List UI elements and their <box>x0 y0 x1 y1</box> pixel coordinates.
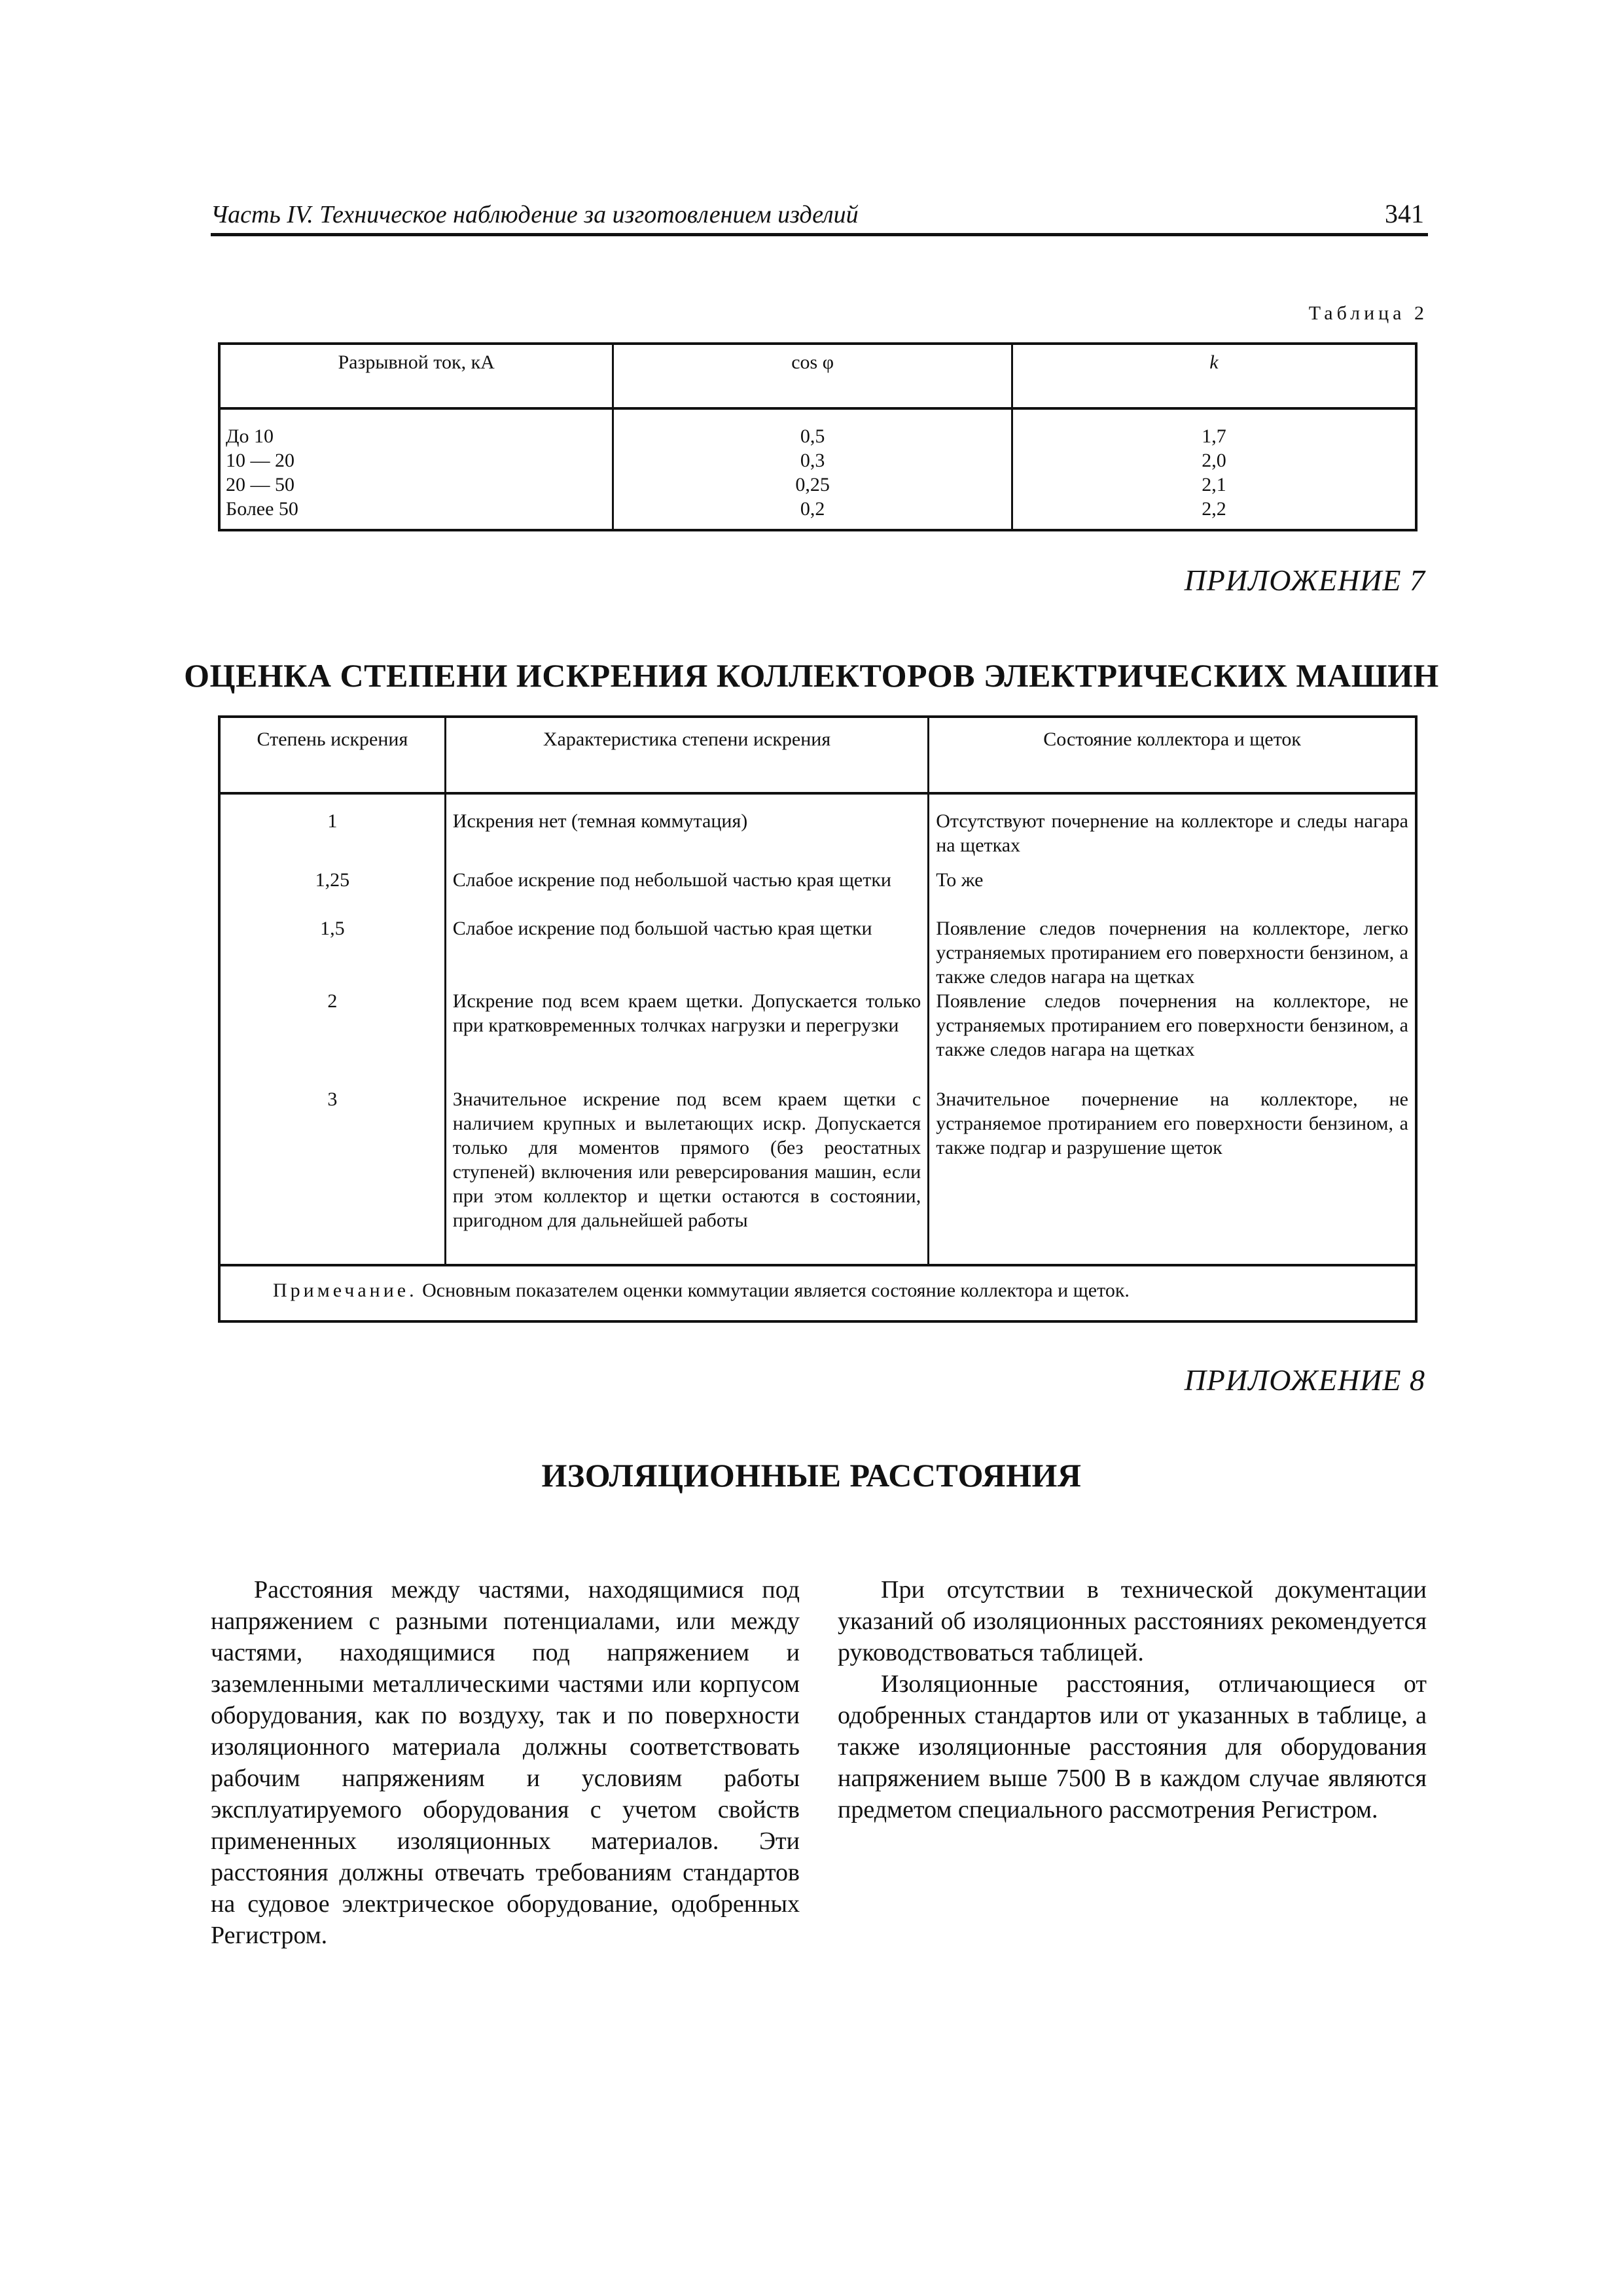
cell-line: 2,0 <box>1202 450 1226 471</box>
column-header: cos φ <box>613 344 1012 408</box>
table-header-row <box>219 717 1416 793</box>
table-cell <box>613 408 1012 530</box>
table-cell: 1,5 <box>320 918 345 939</box>
cell-line: 10 — 20 <box>226 450 294 471</box>
cell-line: Более 50 <box>226 498 298 520</box>
appendix-label: ПРИЛОЖЕНИЕ 7 <box>1184 564 1425 597</box>
table-cell: 1 <box>327 810 338 832</box>
table-note <box>219 1265 1416 1321</box>
column-header: Степень искрения <box>219 717 445 793</box>
paragraph: Изоляционные расстояния, отличающиеся от одобренных стандартов или от указанных в таблице, а также изоляционные расстояния для оборудования напряжением выше 7500 В в каждом случае являются предметом специального рассмотрения Регистром. <box>838 1670 1427 1823</box>
cell-line: 0,25 <box>795 474 830 495</box>
table-cell: Слабое искрение под небольшой частью края щетки <box>445 868 928 916</box>
table-row <box>219 868 1416 916</box>
text-column-left <box>211 1574 800 1951</box>
table-header-row <box>219 344 1416 408</box>
running-header <box>211 196 1428 236</box>
table-row <box>219 989 1416 1087</box>
column-header: Характеристика степени искрения <box>445 717 928 793</box>
table-cell: Искрение под всем краем щетки. Допускается только при кратковременных толчках нагрузки и перегрузки <box>445 989 928 1087</box>
cell-line: До 10 <box>226 425 274 447</box>
cell-line: 20 — 50 <box>226 474 294 495</box>
text-column-right <box>838 1574 1427 1825</box>
paragraph: При отсутствии в технической документации указаний об изоляционных расстояниях рекомендуется руководствоваться таблицей. <box>838 1576 1427 1666</box>
table-note-row <box>219 1265 1416 1321</box>
cell-line: 0,5 <box>800 425 825 447</box>
table-cell <box>1012 408 1416 530</box>
breaking-current-table <box>218 342 1418 531</box>
column-header: Разрывной ток, кА <box>219 344 613 408</box>
paragraph: Расстояния между частями, находящимися под напряжением с разными потенциалами, или между частями, находящимися под напряжением и заземленными металлическими частями или корпусом оборудования, как по воздуху, так и по поверхности изоляционного материала должны соответствовать рабочим напряжениям и условиям работы эксплуатируемого оборудования с учетом свойств примененных изоляционных материалов. Эти расстояния должны отвечать требованиям стандартов на судовое электрическое оборудование, одобренных Регистром. <box>211 1576 800 1949</box>
header-title: Часть IV. Техническое наблюдение за изготовлением изделий <box>211 201 859 228</box>
page-number: 341 <box>1385 199 1424 228</box>
table-cell: То же <box>929 868 1416 916</box>
cell-line: 2,1 <box>1202 474 1226 495</box>
note-text: Основным показателем оценки коммутации является состояние коллектора и щеток. <box>422 1280 1130 1301</box>
table-row <box>219 1087 1416 1265</box>
section-title: ИЗОЛЯЦИОННЫЕ РАССТОЯНИЯ <box>541 1457 1082 1494</box>
table-row <box>219 793 1416 868</box>
table-cell: 3 <box>327 1088 338 1110</box>
note-label: Примечание. <box>273 1280 418 1301</box>
column-header: k <box>1012 344 1416 408</box>
column-header: Состояние коллектора и щеток <box>929 717 1416 793</box>
table-cell: 1,25 <box>315 869 350 891</box>
appendix-label: ПРИЛОЖЕНИЕ 8 <box>1184 1363 1425 1397</box>
table-row <box>219 408 1416 530</box>
table-cell: Значительное искрение под всем краем щетки с наличием крупных и вылетающих искр. Допускается только для моментов прямого (без реостатных ступеней) включения или реверсирования машин, если при этом коллектор и щетки остаются в состоянии, пригодном для дальнейшей работы <box>445 1087 928 1265</box>
cell-line: 1,7 <box>1202 425 1226 447</box>
table-cell: Слабое искрение под большой частью края щетки <box>445 916 928 989</box>
sparking-table <box>218 715 1418 1323</box>
cell-line: 2,2 <box>1202 498 1226 520</box>
cell-line: 0,2 <box>800 498 825 520</box>
cell-line: 0,3 <box>800 450 825 471</box>
table-row <box>219 916 1416 989</box>
table-cell: Искрения нет (темная коммутация) <box>445 793 928 868</box>
table-cell: Значительное почернение на коллекторе, не устраняемое протиранием его поверхности бензином, а также подгар и разрушение щеток <box>929 1087 1416 1265</box>
section-title: ОЦЕНКА СТЕПЕНИ ИСКРЕНИЯ КОЛЛЕКТОРОВ ЭЛЕКТРИЧЕСКИХ МАШИН <box>184 657 1439 694</box>
table-cell: Появление следов почернения на коллекторе, легко устраняемых протиранием его поверхности бензином, а также следов нагара на щетках <box>929 916 1416 989</box>
table-cell: Отсутствуют почернение на коллекторе и следы нагара на щетках <box>929 793 1416 868</box>
table-caption: Таблица 2 <box>1308 302 1428 324</box>
table-cell: 2 <box>327 990 338 1012</box>
table-cell <box>219 408 613 530</box>
table-cell: Появление следов почернения на коллекторе, не устраняемых протиранием его поверхности бензином, а также следов нагара на щетках <box>929 989 1416 1087</box>
